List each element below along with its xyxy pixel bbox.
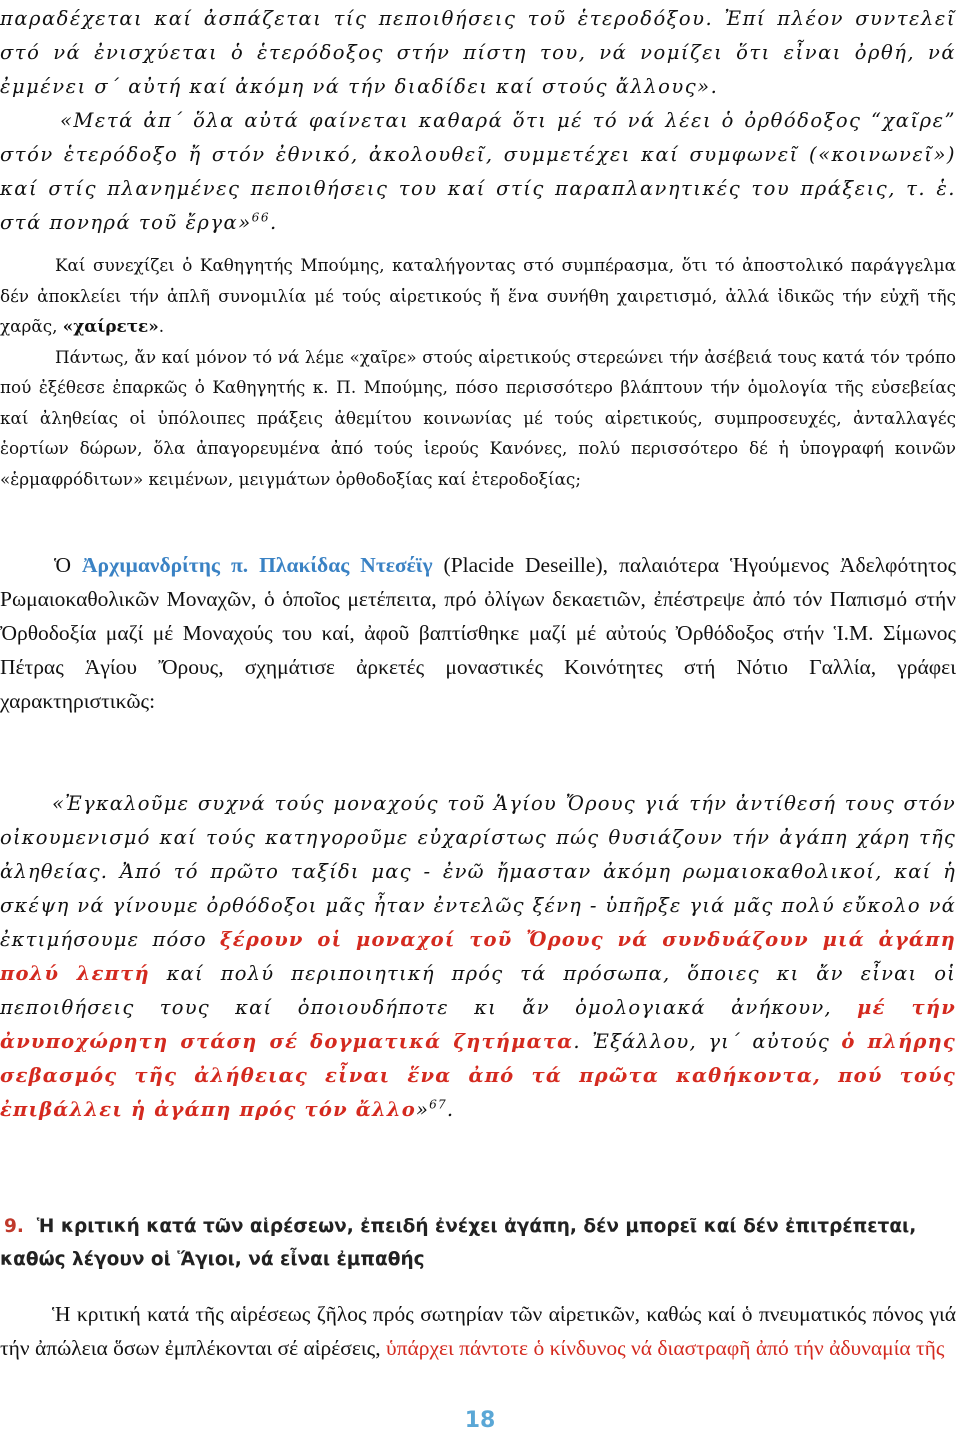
paragraph-1b: Πάντως, ἄν καί μόνον τό νά λέμε «χαῖρε» στούς αἱρετικούς στερεώνει τήν ἀσέβειά τους κατά τόν τρόπο πού ἐξέθεσε ἐπαρκῶς ὁ Καθηγητής κ. Π. Μπούμης, πόσο περισσότερο βλάπτουν τήν ὁμολογία τῆς εὐσεβείας καί ἀληθείας οἱ ὑπόλοιπες πράξεις ἀθεμίτου κοινωνίας μέ τούς αἱρετικούς, συμπροσευχές, ἀνταλλαγές ἑορτίων δώρων, ὅλα ἀπαγορευμένα ἀπό τούς ἱερούς Κανόνες, πολύ περισσότερο δέ ἡ ὑπογραφή κοινῶν «ἑρμαφρόδιτων» κειμένων, μειγμάτων ὀρθοδοξίας καί ἑτεροδοξίας;	[0, 346, 956, 489]
bold-xairete: «χαίρετε»	[62, 316, 159, 336]
quote-boumis-part2: «Μετά ἀπ΄ ὅλα αὐτά φαίνεται καθαρά ὅτι μέ τό νά λέει ὁ ὀρθόδοξος “χαῖρε” στόν ἑτερόδοξο ἤ στόν ἐθνικό, ἀκολουθεῖ, συμμετέχει καί συμφωνεῖ («κοινωνεῖ») καί στίς πλανημένες πεποιθήσεις του καί στίς παραπλανητικές του πράξεις, τ. ἑ. στά πονηρά τοῦ ἔργα»	[0, 109, 956, 234]
section-title: Ἡ κριτική κατά τῶν αἱρέσεων, ἐπειδή ἐνέχει ἀγάπη, δέν μπορεῖ καί δέν ἐπιτρέπεται, καθώς λέγουν οἱ Ἅγιοι, νά εἶναι ἐμπαθής	[0, 1216, 917, 1270]
paragraph-boumis-conclusion	[0, 250, 956, 494]
paragraph-deseille: Ὁ Ἀρχιμανδρίτης π. Πλακίδας Ντεσέϊγ (Placide Deseille), παλαιότερα Ἡγούμενος Ἀδελφότητος Ρωμαιοκαθολικῶν Μοναχῶν, ὁ ὁποῖος μετέπειτα, πρό ὀλίγων δεκαετιῶν, ἐπέστρεψε ἀπό τόν Παπισμό στήν Ὀρθοδοξία μαζί μέ Μοναχούς του καί, ἀφοῦ βαπτίσθηκε μαζί μέ αὐτούς Ὀρθόδοξος στήν Ἱ.Μ. Σίμωνος Πέτρας Ἁγίου Ὄρους, σχημάτισε ἀρκετές μοναστικές Κοινότητες στή Νότιο Γαλλία, γράφει χαρακτηριστικῶς:	[0, 553, 956, 713]
link-archimandrite[interactable]: Ἀρχιμανδρίτης π.	[82, 553, 249, 577]
quote-deseille: «Ἐγκαλοῦμε συχνά τούς μοναχούς τοῦ Ἁγίου Ὄρους γιά τήν ἀντίθεσή τους στόν οἰκουμενισμό καί τούς κατηγοροῦμε εὐχαρίστως πώς θυσιάζουν τήν ἀγάπη χάρη τῆς ἀληθείας. Ἀπό τό πρῶτο ταξίδι μας - ἐνῶ ἤμασταν ἀκόμη ρωμαιοκαθολικοί, καί ἡ σκέψη νά γίνουμε ὀρθόδοξοι μᾶς ἦταν ἐντελῶς ξένη - ὑπῆρξε γιά μᾶς πολύ εὔκολο νά ἐκτιμήσουμε πόσο ξέρουν οἱ μοναχοί τοῦ Ὄρους νά συνδυάζουν μιά ἀγάπη πολύ λεπτή καί πολύ περιποιητική πρός τά πρόσωπα, ὅποιες κι ἄν εἶναι οἱ πεποιθήσεις τους καί ὁποιουδήποτε κι ἄν ὁμολογιακά ἀνήκουν, μέ τήν ἀνυποχώρητη στάση σέ δογματικά ζητήματα. Ἐξάλλου, γι΄ αὐτούς ὁ πλήρης σεβασμός τῆς ἀλήθειας εἶναι ἕνα ἀπό τά πρῶτα καθήκοντα, πού τούς ἐπιβάλλει ἡ ἀγάπη πρός τόν ἄλλο»$^{67}$.	[0, 792, 956, 1121]
emphasis-2: μέ τήν ἀνυποχώρητη στάση σέ δογματικά ζητήματα	[0, 996, 956, 1053]
emphasis-1: ξέρουν οἱ μοναχοί τοῦ Ὄρους νά συνδυάζουν μιά ἀγάπη πολύ λεπτή	[0, 928, 956, 985]
footnote-ref-66[interactable]: 66	[251, 210, 271, 225]
page-number: 18	[464, 1408, 496, 1433]
section-number: 9.	[4, 1216, 24, 1237]
paragraph-1a: Καί συνεχίζει ὁ Καθηγητής Μπούμης, καταλήγοντας στό συμπέρασμα, ὅτι τό ἀποστολικό παράγγελμα δέν ἀποκλείει τήν ἁπλῆ συνομιλία μέ τούς αἱρετικούς ἤ ἕνα συνήθη χαιρετισμό, ἀλλά ἰδικῶς τήν εὐχῆ τῆς χαρᾶς, «χαίρετε».	[0, 255, 956, 336]
quote-boumis-part1: παραδέχεται καί ἀσπάζεται τίς πεποιθήσεις τοῦ ἑτεροδόξου. Ἐπί πλέον συντελεῖ στό νά ἐνισχύεται ὁ ἑτερόδοξος στήν πίστη του, νά νομίζει ὅτι εἶναι ὀρθή, νά ἐμμένει σ΄ αὐτή καί ἀκόμη νά τήν διαδίδει καί στούς ἄλλους».	[0, 7, 956, 98]
emphasis-3: ὁ πλήρης σεβασμός τῆς ἀλήθειας εἶναι ἕνα ἀπό τά πρῶτα καθήκοντα, πού τούς ἐπιβάλλει ἡ ἀγάπη πρός τόν ἄλλο	[0, 1030, 956, 1121]
link-placide-deseille[interactable]: Πλακίδας Ντεσέϊγ	[259, 553, 433, 577]
footnote-ref-67[interactable]: 67	[429, 1097, 447, 1112]
quote-boumis: παραδέχεται καί ἀσπάζεται τίς πεποιθήσεις τοῦ ἑτεροδόξου. Ἐπί πλέον συντελεῖ στό νά ἐνισχύεται ὁ ἑτερόδοξος στήν πίστη του, νά νομίζει ὅτι εἶναι ὀρθή, νά ἐμμένει σ΄ αὐτή καί ἀκόμη νά τήν διαδίδει καί στούς ἄλλους». «Μετά ἀπ΄ ὅλα αὐτά φαίνεται καθαρά ὅτι μέ τό νά λέει ὁ ὀρθόδοξος “χαῖρε” στόν ἑτερόδοξο ἤ στόν ἐθνικό, ἀκολουθεῖ, συμμετέχει καί συμφωνεῖ («κοινωνεῖ») καί στίς πλανημένες πεποιθήσεις του καί στίς παραπλανητικές του πράξεις, τ. ἑ. στά πονηρά τοῦ ἔργα»$^{66}$.	[0, 7, 956, 234]
section-heading	[0, 1210, 956, 1276]
emphasis-danger: ὑπάρχει πάντοτε ὁ κίνδυνος νά διαστραφῆ ἀπό τήν ἀδυναμία τῆς	[385, 1336, 945, 1360]
paragraph-criticism: Ἡ κριτική κατά τῆς αἱρέσεως ζῆλος πρός σωτηρίαν τῶν αἱρετικῶν, καθώς καί ὁ πνευματικός πόνος γιά τήν ἀπώλεια ὅσων ἐμπλέκονται σέ αἱρέσεις, ὑπάρχει πάντοτε ὁ κίνδυνος νά διαστραφῆ ἀπό τήν ἀδυναμία τῆς	[0, 1302, 956, 1360]
